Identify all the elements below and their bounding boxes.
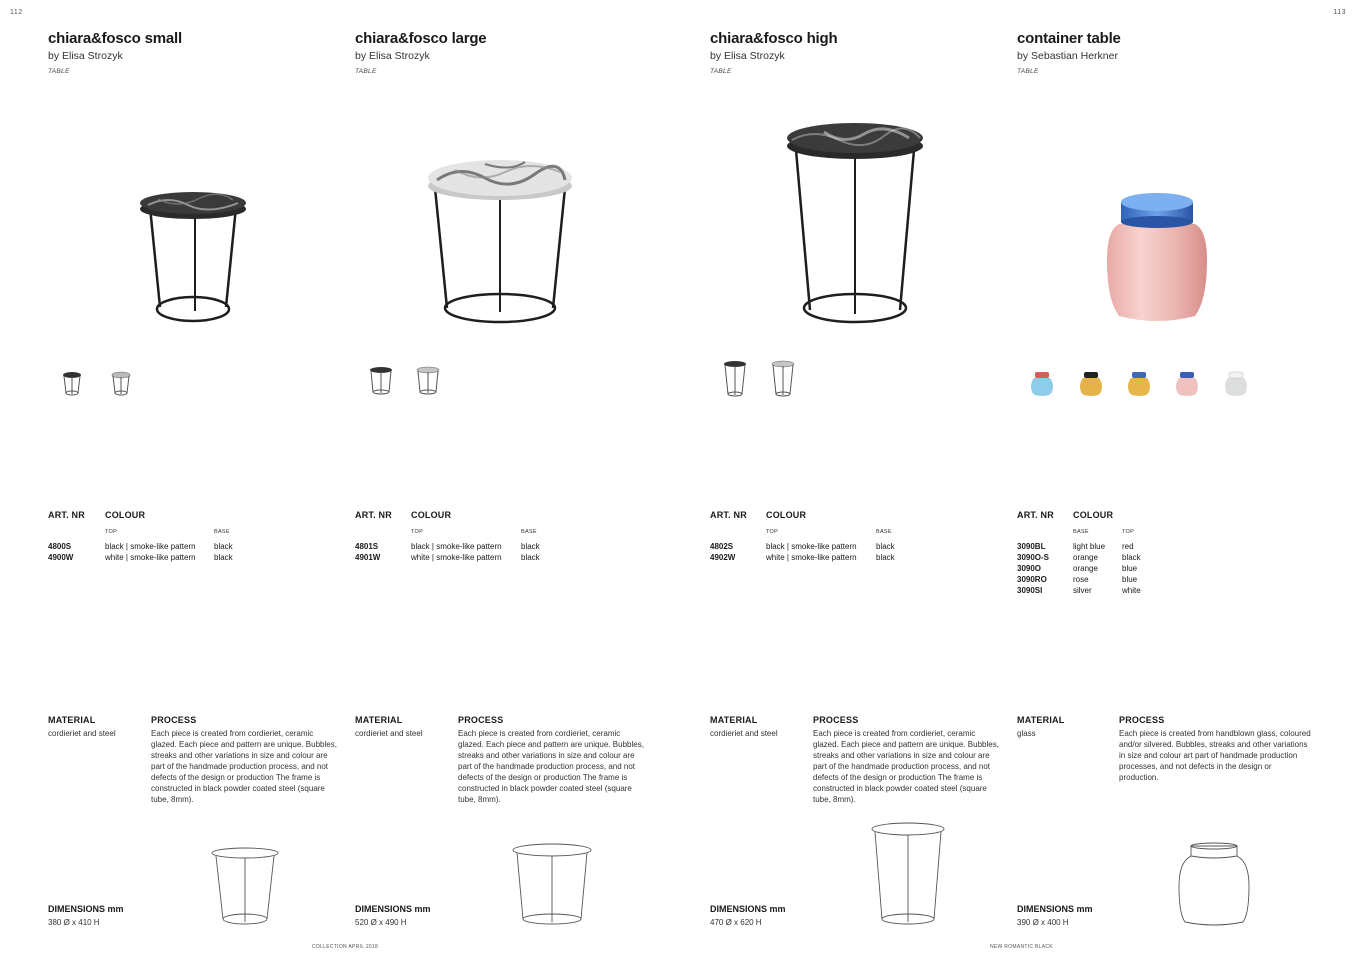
colour-heading: COLOUR [105, 510, 146, 520]
dimensions-value: 380 Ø x 410 H [48, 918, 100, 927]
table-large-image [425, 150, 575, 325]
top-colour: white | smoke-like pattern [411, 553, 502, 562]
footer-collection: COLLECTION APRIL 2018 [312, 944, 379, 950]
product-column-small [48, 0, 348, 959]
top-colours [411, 541, 502, 563]
top-colour: blue [1122, 575, 1138, 584]
dimensions-heading: DIMENSIONS mm [355, 904, 431, 914]
top-colour: black [1122, 553, 1141, 562]
product-designer: by Sebastian Herkner [1017, 50, 1118, 62]
base-subheading: BASE [214, 529, 230, 535]
article-numbers [710, 541, 735, 563]
material-text: cordieriet and steel [355, 729, 423, 738]
product-column-container [1017, 0, 1317, 959]
article-numbers [48, 541, 73, 563]
product-category: TABLE [710, 68, 732, 75]
article-numbers [1017, 541, 1049, 596]
top-subheading: TOP [766, 529, 779, 535]
base-colours [1073, 541, 1105, 596]
base-colour: light blue [1073, 542, 1106, 551]
art-nr-heading: ART. NR [355, 510, 392, 520]
container-table-outline [1177, 842, 1251, 928]
top-colour: white | smoke-like pattern [105, 553, 196, 562]
article-number: 4802S [710, 542, 734, 551]
top-colours [105, 541, 196, 563]
material-heading: MATERIAL [355, 715, 403, 725]
process-heading: PROCESS [458, 715, 504, 725]
colour-heading: COLOUR [1073, 510, 1114, 520]
variant-thumb-silver-white[interactable] [1225, 370, 1247, 396]
colour-heading: COLOUR [766, 510, 807, 520]
dimensions-heading: DIMENSIONS mm [710, 904, 786, 914]
article-number: 3090BL [1017, 542, 1046, 551]
product-column-high [710, 0, 1010, 959]
product-title: chiara&fosco small [48, 30, 182, 47]
art-nr-heading: ART. NR [48, 510, 85, 520]
top-subheading: TOP [1122, 529, 1135, 535]
variant-thumb-black[interactable] [62, 371, 82, 397]
product-designer: by Elisa Strozyk [355, 50, 430, 62]
product-title: container table [1017, 30, 1121, 47]
variant-thumb-orange-blue[interactable] [1128, 370, 1150, 396]
base-colour: black [214, 542, 233, 551]
top-colour: black | smoke-like pattern [766, 542, 857, 551]
product-title: chiara&fosco large [355, 30, 487, 47]
art-nr-heading: ART. NR [710, 510, 747, 520]
variant-thumb-black[interactable] [723, 360, 747, 398]
base-colour: silver [1073, 586, 1092, 595]
base-colours [876, 541, 895, 563]
article-numbers [355, 541, 380, 563]
page-number-left: 112 [10, 9, 23, 16]
process-text: Each piece is created from cordieriet, ceramic glazed. Each piece and pattern are unique. Bubbles, streaks and other variations in size and colour are part of the handmade production process, and not defects of the design or production The frame is constructed in black powder coated steel (square tube, 8mm). [813, 729, 999, 804]
page-number-right: 113 [1333, 9, 1346, 16]
process-text: Each piece is created from cordieriet, ceramic glazed. Each piece and pattern are unique. Bubbles, streaks and other variations in size and colour are part of the handmade production process, and not defects of the design or production The frame is constructed in black powder coated steel (square tube, 8mm). [151, 729, 337, 804]
product-column-large [355, 0, 655, 959]
base-subheading: BASE [1073, 529, 1089, 535]
top-colour: blue [1122, 564, 1138, 573]
article-number: 3090SI [1017, 586, 1043, 595]
variant-thumb-light-blue[interactable] [1031, 370, 1053, 396]
top-colour: black | smoke-like pattern [411, 542, 502, 551]
base-colour: black [214, 553, 233, 562]
process-text: Each piece is created from cordieriet, ceramic glazed. Each piece and pattern are unique. Bubbles, streaks and other variations in size and colour are part of the handmade production process, and not defects of the design or production The frame is constructed in black powder coated steel (square tube, 8mm). [458, 729, 644, 804]
article-number: 4902W [710, 553, 736, 562]
table-high-image [784, 118, 926, 328]
product-category: TABLE [355, 68, 377, 75]
product-title: chiara&fosco high [710, 30, 838, 47]
top-subheading: TOP [105, 529, 118, 535]
dimensions-heading: DIMENSIONS mm [1017, 904, 1093, 914]
dimensions-value: 390 Ø x 400 H [1017, 918, 1069, 927]
base-colour: black [521, 553, 540, 562]
base-colour: black [521, 542, 540, 551]
colour-heading: COLOUR [411, 510, 452, 520]
base-colour: orange [1073, 553, 1098, 562]
product-designer: by Elisa Strozyk [48, 50, 123, 62]
article-number: 3090O-S [1017, 553, 1050, 562]
article-number: 4801S [355, 542, 379, 551]
article-number: 3090RO [1017, 575, 1047, 584]
product-category: TABLE [1017, 68, 1039, 75]
art-nr-heading: ART. NR [1017, 510, 1054, 520]
base-subheading: BASE [521, 529, 537, 535]
material-text: cordieriet and steel [710, 729, 778, 738]
process-heading: PROCESS [151, 715, 197, 725]
base-colour: black [876, 553, 895, 562]
top-colours [1122, 541, 1141, 596]
dimensions-heading: DIMENSIONS mm [48, 904, 124, 914]
article-number: 4900W [48, 553, 74, 562]
article-number: 4901W [355, 553, 381, 562]
top-colour: white | smoke-like pattern [766, 553, 857, 562]
variant-thumb-rose-blue[interactable] [1176, 370, 1198, 396]
table-small-image [138, 185, 248, 325]
table-small-outline [208, 845, 282, 927]
footer-series: NEW ROMANTIC BLACK [990, 944, 1053, 950]
material-text: cordieriet and steel [48, 729, 116, 738]
base-colour: orange [1073, 564, 1098, 573]
table-high-outline [868, 820, 948, 927]
variant-thumb-white[interactable] [416, 366, 440, 396]
product-designer: by Elisa Strozyk [710, 50, 785, 62]
process-heading: PROCESS [1119, 715, 1165, 725]
top-colour: black | smoke-like pattern [105, 542, 196, 551]
article-number: 4800S [48, 542, 72, 551]
process-text: Each piece is created from handblown glass, coloured and/or silvered. Bubbles, streaks and other variations in size and colour art part of handmade production processes, and not defects in the design or production. [1119, 729, 1311, 782]
base-subheading: BASE [876, 529, 892, 535]
top-colours [766, 541, 857, 563]
base-colours [521, 541, 540, 563]
variant-thumb-black[interactable] [369, 366, 393, 396]
base-colours [214, 541, 233, 563]
table-large-outline [510, 840, 594, 927]
top-subheading: TOP [411, 529, 424, 535]
top-colour: white [1122, 586, 1141, 595]
material-text: glass [1017, 729, 1036, 738]
product-category: TABLE [48, 68, 70, 75]
material-heading: MATERIAL [710, 715, 758, 725]
dimensions-value: 470 Ø x 620 H [710, 918, 762, 927]
dimensions-value: 520 Ø x 490 H [355, 918, 407, 927]
material-heading: MATERIAL [1017, 715, 1065, 725]
material-heading: MATERIAL [48, 715, 96, 725]
variant-thumb-white[interactable] [111, 371, 131, 397]
article-number: 3090O [1017, 564, 1042, 573]
variant-thumb-orange-black[interactable] [1080, 370, 1102, 396]
top-colour: red [1122, 542, 1134, 551]
container-table-image [1105, 190, 1209, 326]
process-heading: PROCESS [813, 715, 859, 725]
base-colour: black [876, 542, 895, 551]
base-colour: rose [1073, 575, 1089, 584]
variant-thumb-white[interactable] [771, 360, 795, 398]
